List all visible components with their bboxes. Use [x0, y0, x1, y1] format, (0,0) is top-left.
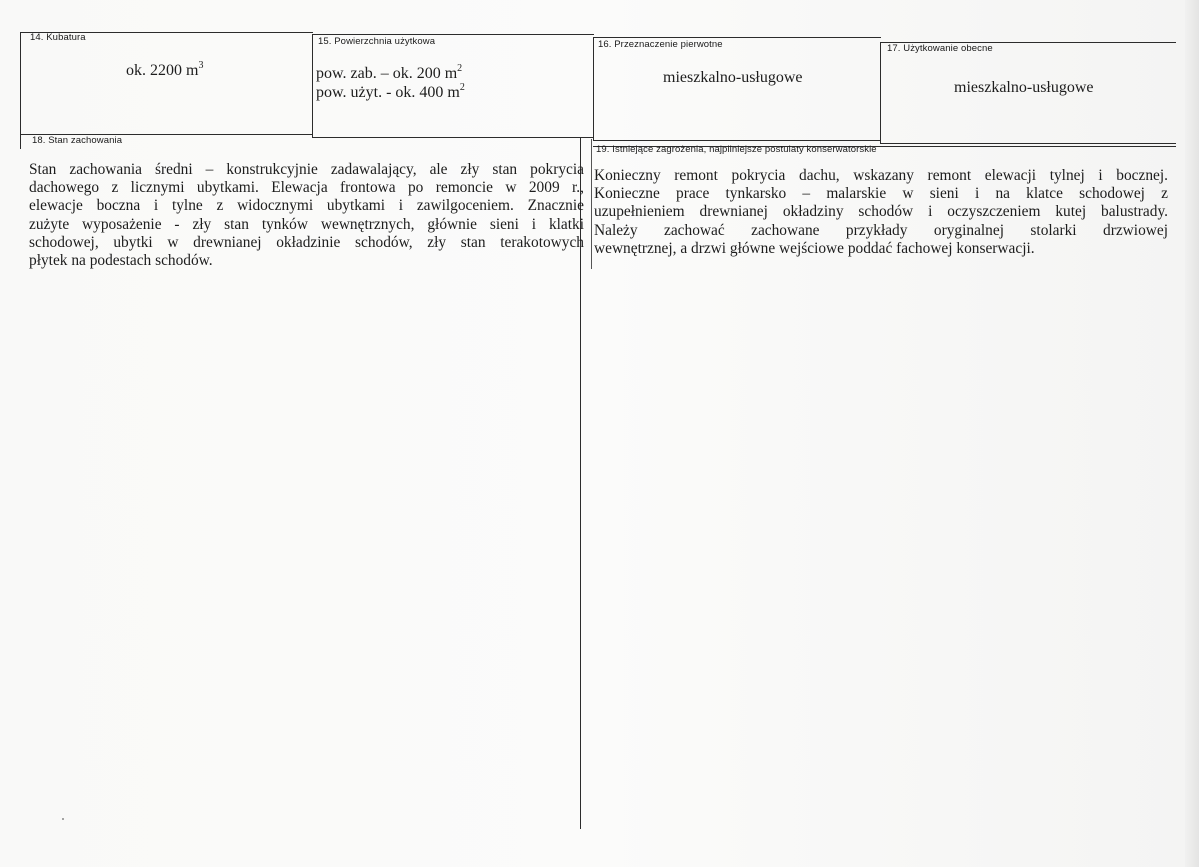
divider-14-15 — [312, 34, 313, 137]
left-border — [20, 32, 21, 149]
field-17-label: 17. Użytkowanie obecne — [887, 43, 993, 54]
text-line: schodowej, ubytki w drewnianej okładzinie schodów, zły stan terakotowych — [29, 233, 584, 251]
field-16-label: 16. Przeznaczenie pierwotne — [598, 39, 723, 50]
field-14-label: 14. Kubatura — [30, 32, 86, 43]
field-18-label: 18. Stan zachowania — [32, 135, 123, 146]
text-line: Konieczny remont pokrycia dachu, wskazany remont elewacji tylnej i bocznej. — [594, 167, 1168, 184]
divider-15-16 — [593, 37, 594, 140]
text-line: Należy zachować zachowane przykłady oryginalnej stolarki drzwiowej — [594, 221, 1168, 239]
divider-19-edge — [591, 139, 592, 269]
top-rule-2 — [312, 34, 594, 35]
field-15-line2: pow. użyt. - ok. 400 $m^2$ — [316, 82, 465, 101]
text-line: wewnętrznej, a drzwi główne wejściowe poddać fachowej konserwacji. — [594, 239, 1035, 257]
field-14-value: ok. 2200 $m^3$ — [126, 60, 204, 79]
text-line: płytek na podestach schodów. — [29, 252, 213, 270]
text-line: Stan zachowania średni – konstrukcyjnie zadawalający, ale zły stan pokrycia — [29, 161, 584, 178]
text-line: Konieczne prace tynkarsko – malarskie w sieni i na klatce schodowej z — [594, 185, 1168, 203]
mid-rule-2 — [312, 137, 594, 138]
mid-rule-3 — [593, 140, 881, 141]
field-17-value: mieszkalno-usługowe — [954, 79, 1094, 96]
field-19-label: 19. Istniejące zagrożenia, najpilniejsze postulaty konserwatorskie — [596, 144, 877, 155]
field-18-text — [29, 161, 584, 270]
top-rule-3 — [593, 37, 881, 38]
page-edge — [1185, 0, 1199, 867]
text-line: uzupełnieniem drewnianej okładziny schodów i oczyszczeniem kutej balustrady. — [594, 203, 1168, 221]
divider-16-17 — [880, 42, 881, 143]
field-15-line1: pow. zab. – ok. 200 $m^2$ — [316, 63, 463, 82]
text-line: elewacje boczna i tylne z widocznymi ubytkami i zawilgoceniem. Znacznie — [29, 197, 584, 215]
field-16-value: mieszkalno-usługowe — [663, 69, 803, 86]
text-line: dachowego z licznymi ubytkami. Elewacja frontowa po remoncie w 2009 r., — [29, 179, 584, 197]
scan-speck — [62, 818, 64, 820]
text-line: zużyte wyposażenie - zły stan tynków wewnętrznych, głównie sieni i klatki — [29, 215, 584, 233]
field-15-label: 15. Powierzchnia użytkowa — [318, 36, 436, 47]
mid-rule-4 — [880, 143, 1176, 144]
field-19-text — [594, 167, 1168, 258]
